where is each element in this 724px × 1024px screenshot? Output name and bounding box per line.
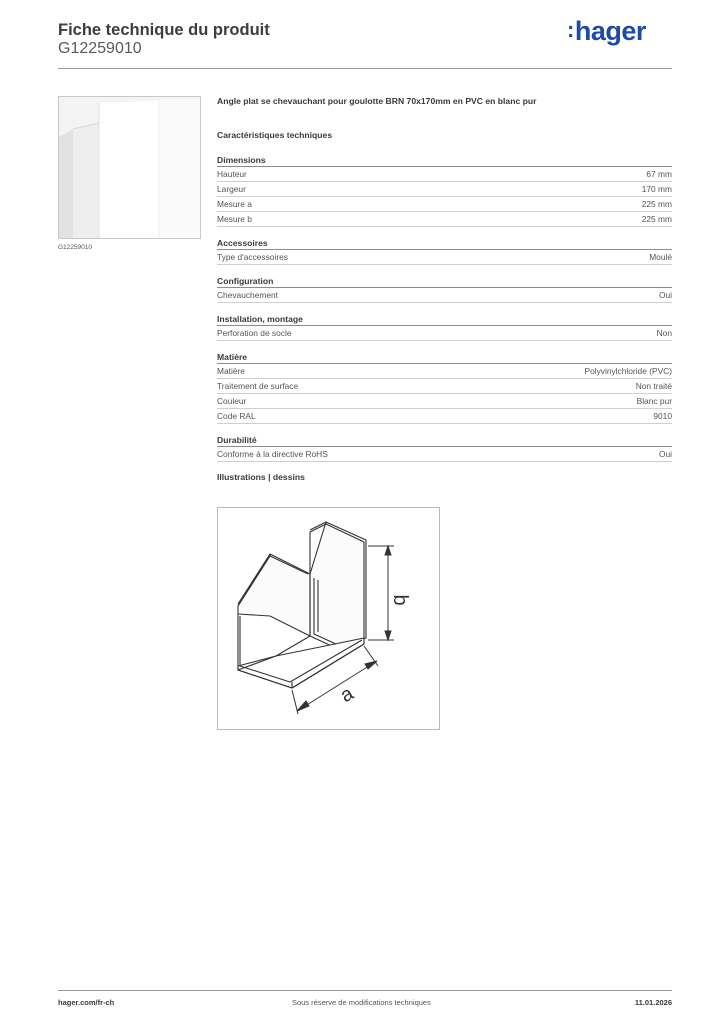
characteristics-title: Caractéristiques techniques [217, 130, 333, 140]
footer-divider [58, 990, 672, 991]
product-photo-image [59, 97, 200, 238]
row-value: Non [656, 328, 672, 338]
illustrations-title: Illustrations | dessins [217, 472, 305, 482]
characteristic-row [217, 288, 672, 303]
row-label: Conforme à la directive RoHS [217, 449, 328, 459]
page-title: Fiche technique du produit [58, 21, 270, 39]
characteristics-group [217, 154, 672, 227]
row-label: Couleur [217, 396, 247, 406]
characteristics-group [217, 313, 672, 341]
characteristic-row [217, 182, 672, 197]
row-value: 67 mm [646, 169, 672, 179]
row-label: Chevauchement [217, 290, 278, 300]
characteristics-group [217, 275, 672, 303]
header-divider [58, 68, 672, 69]
product-photo [58, 96, 201, 239]
product-details [217, 96, 672, 482]
characteristic-row [217, 326, 672, 341]
characteristic-row [217, 197, 672, 212]
characteristic-row [217, 364, 672, 379]
row-label: Mesure a [217, 199, 252, 209]
group-title: Accessoires [217, 237, 672, 250]
characteristic-row [217, 447, 672, 462]
row-label: Matière [217, 366, 245, 376]
row-value: 225 mm [641, 199, 672, 209]
row-label: Code RAL [217, 411, 256, 421]
row-value: 225 mm [641, 214, 672, 224]
product-description: Angle plat se chevauchant pour goulotte BRN 70x170mm en PVC en blanc pur [217, 96, 537, 106]
group-title: Configuration [217, 275, 672, 288]
label-b: b [389, 594, 411, 606]
row-value: Oui [658, 290, 672, 300]
characteristics-groups [217, 154, 672, 462]
characteristic-row [217, 250, 672, 265]
characteristic-row [217, 167, 672, 182]
row-value: Polyvinylchloride (PVC) [584, 366, 672, 376]
group-title: Durabilité [217, 434, 672, 447]
logo-text: hager [574, 16, 646, 46]
hager-logo [567, 16, 646, 47]
footer-website[interactable]: hager.com/fr-ch [58, 998, 115, 1007]
row-label: Traitement de surface [217, 381, 299, 391]
row-value: Blanc pur [636, 396, 672, 406]
characteristic-row [217, 409, 672, 424]
characteristics-group [217, 434, 672, 462]
characteristics-group [217, 237, 672, 265]
characteristic-row [217, 379, 672, 394]
row-value: 9010 [653, 411, 672, 421]
label-a: a [336, 682, 358, 708]
row-label: Mesure b [217, 214, 252, 224]
characteristics-group [217, 351, 672, 424]
row-label: Hauteur [217, 169, 247, 179]
photo-caption: G12259010 [58, 244, 92, 251]
row-label: Type d'accessoires [217, 252, 288, 262]
characteristic-row [217, 394, 672, 409]
dimension-drawing [217, 507, 440, 730]
row-value: 170 mm [641, 184, 672, 194]
row-value: Oui [658, 449, 672, 459]
group-title: Dimensions [217, 154, 672, 167]
flat-angle-drawing [218, 508, 439, 729]
footer-date: 11.01.2026 [634, 998, 672, 1007]
row-label: Perforation de socle [217, 328, 292, 338]
product-code: G12259010 [58, 40, 142, 57]
characteristic-row [217, 212, 672, 227]
row-label: Largeur [217, 184, 246, 194]
group-title: Installation, montage [217, 313, 672, 326]
logo-colon: : [567, 17, 574, 42]
row-value: Non traité [635, 381, 672, 391]
group-title: Matière [217, 351, 672, 364]
footer-disclaimer: Sous réserve de modifications techniques [292, 998, 431, 1007]
row-value: Moulé [649, 252, 672, 262]
